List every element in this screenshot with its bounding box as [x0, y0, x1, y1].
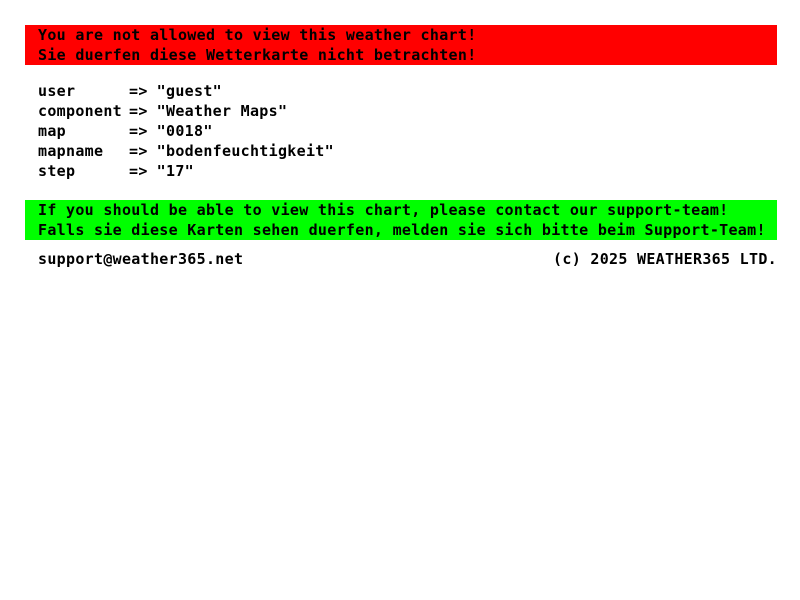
support-banner-line-de: Falls sie diese Karten sehen duerfen, melden sie sich bitte beim Support-Team!	[38, 221, 766, 239]
detail-key: mapname	[38, 142, 104, 160]
detail-value: "17"	[156, 162, 194, 180]
support-banner	[25, 200, 777, 240]
detail-key: map	[38, 122, 66, 140]
detail-value: "guest"	[156, 82, 222, 100]
detail-arrow: =>	[129, 122, 148, 140]
detail-row-map	[38, 121, 777, 141]
support-email: support@weather365.net	[38, 250, 244, 268]
detail-row-step	[38, 161, 777, 181]
detail-row-user	[38, 81, 777, 101]
error-banner-line-de: Sie duerfen diese Wetterkarte nicht betrachten!	[38, 46, 477, 64]
support-banner-line-en: If you should be able to view this chart, please contact our support-team!	[38, 201, 729, 219]
access-denied-page	[25, 25, 777, 269]
error-banner	[25, 25, 777, 65]
footer	[25, 249, 777, 269]
detail-arrow: =>	[129, 162, 148, 180]
error-banner-line-en: You are not allowed to view this weather chart!	[38, 26, 477, 44]
detail-key: component	[38, 102, 122, 120]
detail-arrow: =>	[129, 82, 148, 100]
detail-value: "0018"	[156, 122, 213, 140]
detail-row-mapname	[38, 141, 777, 161]
detail-key: user	[38, 82, 76, 100]
detail-arrow: =>	[129, 102, 148, 120]
copyright-notice: (c) 2025 WEATHER365 LTD.	[553, 250, 777, 268]
detail-key: step	[38, 162, 76, 180]
detail-value: "bodenfeuchtigkeit"	[156, 142, 334, 160]
request-details	[25, 81, 777, 181]
detail-arrow: =>	[129, 142, 148, 160]
detail-row-component	[38, 101, 777, 121]
detail-value: "Weather Maps"	[156, 102, 288, 120]
